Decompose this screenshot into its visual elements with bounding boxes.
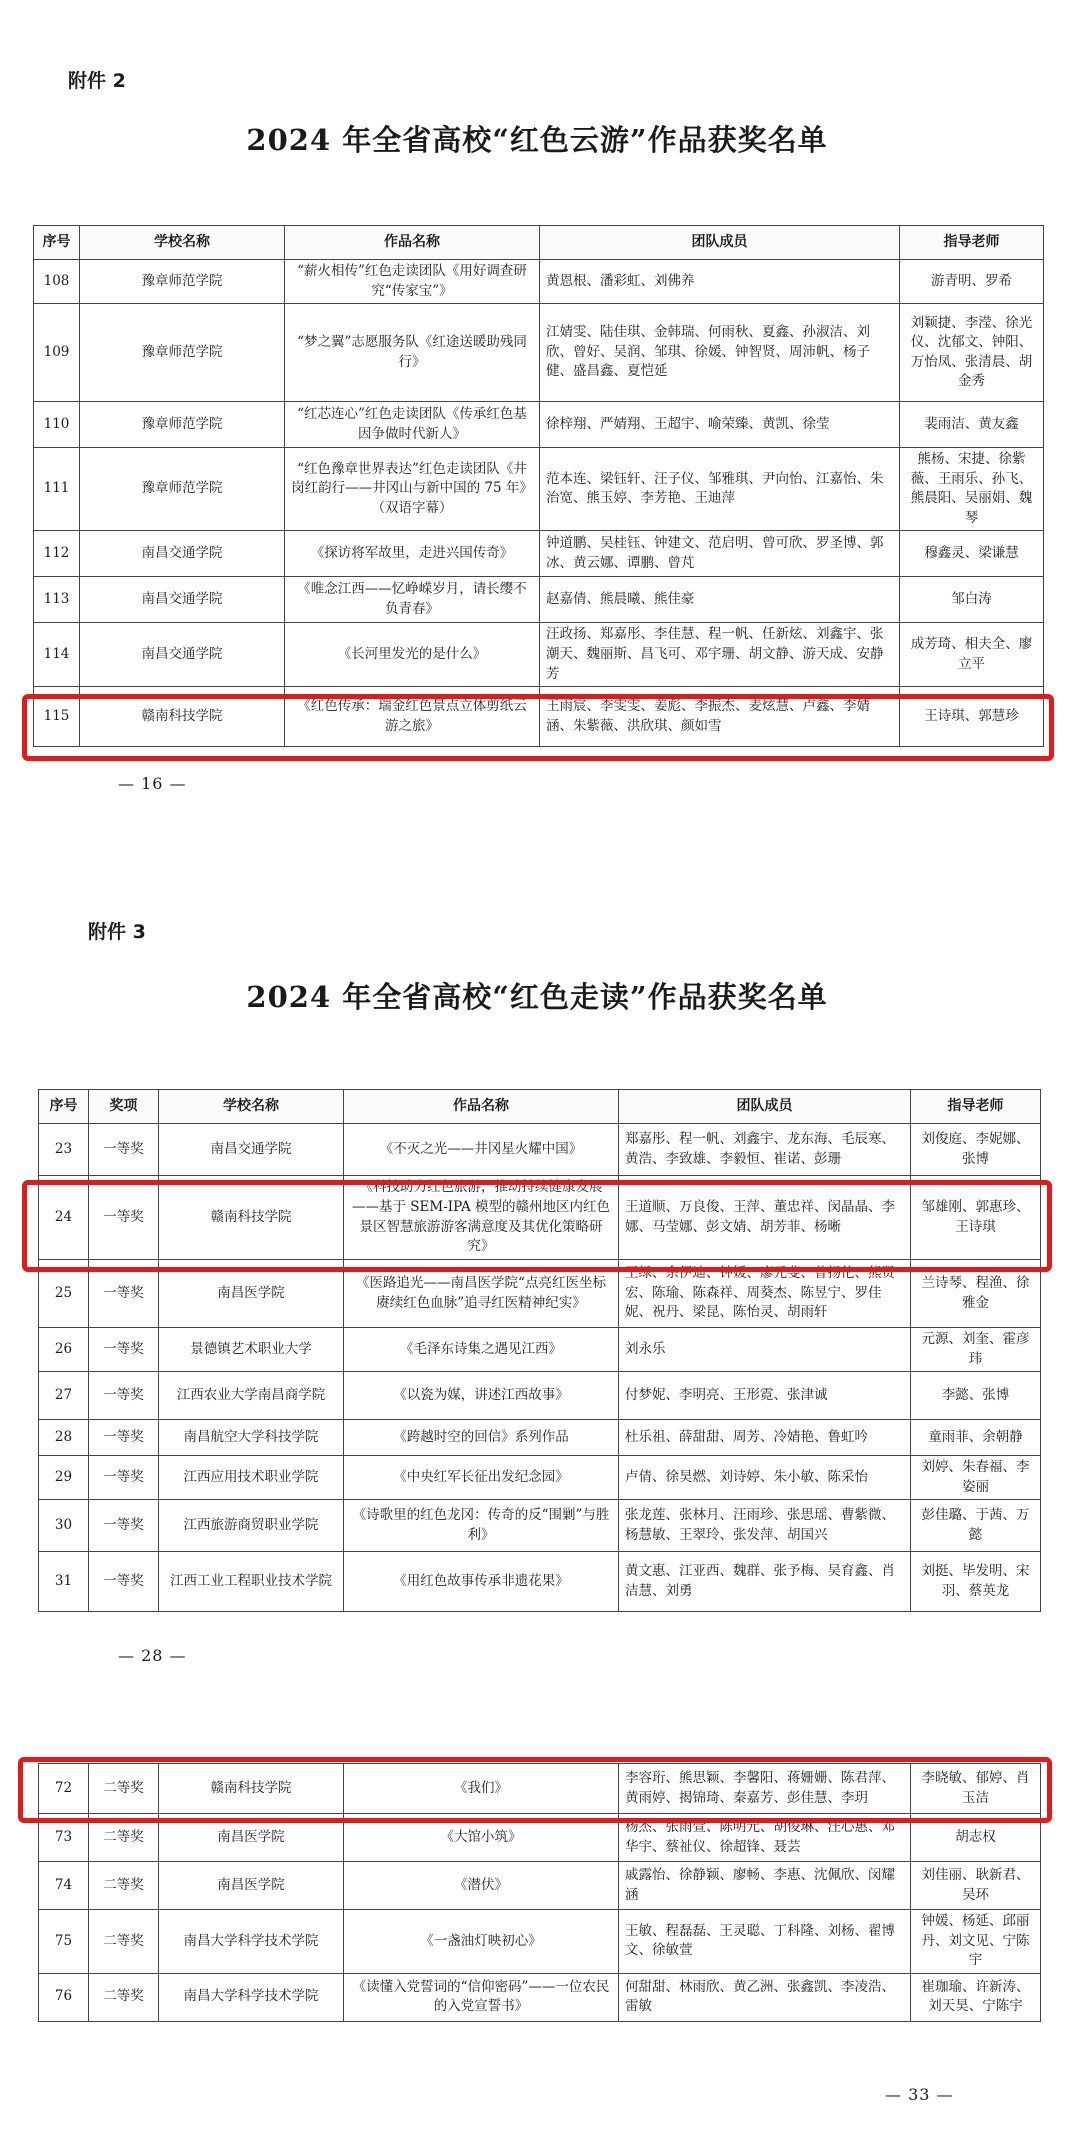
cell-members: 李容珩、熊思颖、李馨阳、蒋姗姗、陈君萍、黄雨婷、揭锦琦、秦嘉芳、彭佳慧、李玥: [619, 1764, 911, 1814]
header-members: 团队成员: [619, 1090, 911, 1124]
header-work: 作品名称: [285, 226, 540, 260]
cell-index: 25: [39, 1260, 89, 1328]
table-row: [39, 1372, 1041, 1420]
cell-work: 《医路追光——南昌医学院“点亮红医坐标 赓续红色血脉”追寻红医精神纪实》: [344, 1260, 619, 1328]
cell-work: 《用红色故事传承非遗花果》: [344, 1552, 619, 1612]
table-row: [39, 1910, 1041, 1974]
cell-work: “红芯连心”红色走读团队《传承红色基因争做时代新人》: [285, 402, 540, 448]
cell-advisors: 刘颖捷、李滢、徐光仪、沈郁文、钟阳、万怡凤、张清晨、胡金秀: [900, 304, 1044, 402]
cell-school: 南昌大学科学技术学院: [159, 1973, 344, 2021]
cell-members: 汪政扬、郑嘉彤、李佳慧、程一帆、任新炫、刘鑫宇、张潮天、魏丽斯、昌飞可、邓宇珊、胡文静、游天成、安静芳: [540, 623, 900, 687]
cell-members: 卢倩、徐昊燃、刘诗婷、朱小敏、陈采怡: [619, 1456, 911, 1500]
cell-school: 南昌医学院: [159, 1862, 344, 1910]
cell-work: 《一盏油灯映初心》: [344, 1910, 619, 1974]
cell-award: 一等奖: [89, 1456, 159, 1500]
table-row: [39, 1176, 1041, 1260]
cell-index: 75: [39, 1910, 89, 1974]
cell-school: 赣南科技学院: [80, 687, 285, 747]
cell-index: 113: [34, 577, 80, 623]
page-title-red-walk-read: 2024 年全省高校“红色走读”作品获奖名单: [246, 980, 828, 1014]
header-work: 作品名称: [344, 1090, 619, 1124]
cell-award: 一等奖: [89, 1420, 159, 1456]
attachment-label-3: 附件 3: [88, 921, 146, 943]
cell-work: 《中央红军长征出发纪念园》: [344, 1456, 619, 1500]
cell-work: 《读懂入党誓词的“信仰密码”——一位农民的入党宣誓书》: [344, 1973, 619, 2021]
table-header-row: [39, 1090, 1041, 1124]
cell-award: 一等奖: [89, 1372, 159, 1420]
cell-advisors: 崔珈瑜、许新涛、刘天昊、宁陈宇: [911, 1973, 1041, 2021]
awards-table-red-walk-read: [38, 1089, 1041, 1612]
cell-school: 南昌交通学院: [80, 531, 285, 577]
cell-members: 王敏、程磊磊、王灵聪、丁科隆、刘杨、翟博文、徐敏萱: [619, 1910, 911, 1974]
cell-advisors: 元源、刘奎、霍彦玮: [911, 1328, 1041, 1372]
cell-school: 豫章师范学院: [80, 402, 285, 448]
table-row: [39, 1973, 1041, 2021]
cell-index: 108: [34, 260, 80, 304]
cell-members: 何甜甜、林雨欣、黄乙洲、张鑫凯、李凌浩、雷敏: [619, 1973, 911, 2021]
header-index: 序号: [34, 226, 80, 260]
table-header-row: [34, 226, 1044, 260]
cell-school: 南昌航空大学科技学院: [159, 1420, 344, 1456]
cell-advisors: 彭佳璐、于茜、万懿: [911, 1500, 1041, 1552]
header-index: 序号: [39, 1090, 89, 1124]
cell-advisors: 钟媛、杨延、邱丽丹、刘文见、宁陈宇: [911, 1910, 1041, 1974]
cell-advisors: 童雨菲、余朝静: [911, 1420, 1041, 1456]
table-row: [39, 1420, 1041, 1456]
cell-advisors: 王诗琪、郭慧珍: [900, 687, 1044, 747]
cell-school: 江西旅游商贸职业学院: [159, 1500, 344, 1552]
cell-index: 30: [39, 1500, 89, 1552]
cell-index: 76: [39, 1973, 89, 2021]
page-title-red-cloud-tour: 2024 年全省高校“红色云游”作品获奖名单: [246, 123, 828, 157]
cell-advisors: 熊杨、宋捷、徐紫薇、王雨乐、孙飞、熊晨阳、吴丽娟、魏琴: [900, 448, 1044, 531]
cell-members: 黄恩根、潘彩虹、刘佛养: [540, 260, 900, 304]
header-advisors: 指导老师: [911, 1090, 1041, 1124]
cell-advisors: 刘佳丽、耿新君、吴环: [911, 1862, 1041, 1910]
cell-work: 《跨越时空的回信》系列作品: [344, 1420, 619, 1456]
table-row: [39, 1328, 1041, 1372]
cell-award: 一等奖: [89, 1328, 159, 1372]
table-row: [34, 402, 1044, 448]
table-row: [39, 1124, 1041, 1176]
cell-work: 《探访将军故里，走进兴国传奇》: [285, 531, 540, 577]
cell-index: 29: [39, 1456, 89, 1500]
cell-award: 二等奖: [89, 1862, 159, 1910]
cell-award: 二等奖: [89, 1973, 159, 2021]
cell-members: 王雨宸、李雯雯、姜彪、李振杰、麦炫慧、卢鑫、李婧涵、朱紫薇、洪欣琪、颜如雪: [540, 687, 900, 747]
cell-award: 一等奖: [89, 1124, 159, 1176]
cell-index: 110: [34, 402, 80, 448]
cell-work: “薪火相传”红色走读团队《用好调查研究“传家宝”》: [285, 260, 540, 304]
cell-index: 111: [34, 448, 80, 531]
table-row: [39, 1500, 1041, 1552]
cell-work: 《红色传承：瑞金红色景点立体剪纸云游之旅》: [285, 687, 540, 747]
cell-members: 范本连、梁钰轩、汪子仪、邹雅琪、尹向怡、江嘉怡、朱治宽、熊玉婷、李芳艳、王迪萍: [540, 448, 900, 531]
header-school: 学校名称: [159, 1090, 344, 1124]
cell-work: 《长河里发光的是什么》: [285, 623, 540, 687]
cell-members: 戚露怡、徐静颖、廖畅、李惠、沈佩欣、闵耀涵: [619, 1862, 911, 1910]
cell-award: 二等奖: [89, 1764, 159, 1814]
cell-work: 《大馆小筑》: [344, 1814, 619, 1862]
cell-members: 赵嘉倩、熊晨曦、熊佳豪: [540, 577, 900, 623]
cell-members: 付梦妮、李明亮、王形霓、张津诚: [619, 1372, 911, 1420]
cell-school: 南昌医学院: [159, 1260, 344, 1328]
cell-index: 114: [34, 623, 80, 687]
cell-award: 二等奖: [89, 1814, 159, 1862]
cell-advisors: 兰诗琴、程渔、徐雅金: [911, 1260, 1041, 1328]
cell-work: 《以瓷为媒，讲述江西故事》: [344, 1372, 619, 1420]
cell-school: 景德镇艺术职业大学: [159, 1328, 344, 1372]
cell-advisors: 裴雨洁、黄友鑫: [900, 402, 1044, 448]
cell-school: 江西应用技术职业学院: [159, 1456, 344, 1500]
awards-table-red-cloud-tour: [33, 225, 1044, 747]
cell-advisors: 游青明、罗希: [900, 260, 1044, 304]
cell-advisors: 成芳琦、相夫全、廖立平: [900, 623, 1044, 687]
cell-advisors: 胡志权: [911, 1814, 1041, 1862]
page-number-16: — 16 —: [118, 774, 187, 793]
cell-index: 115: [34, 687, 80, 747]
cell-advisors: 刘俊庭、李妮娜、张博: [911, 1124, 1041, 1176]
cell-work: 《科技助力红色旅游，推动持续健康发展——基于 SEM-IPA 模型的赣州地区内红色景区智慧旅游游客满意度及其优化策略研究》: [344, 1176, 619, 1260]
table-row: [34, 577, 1044, 623]
cell-index: 26: [39, 1328, 89, 1372]
cell-school: 豫章师范学院: [80, 260, 285, 304]
page-number-28: — 28 —: [118, 1646, 187, 1665]
table-row: [39, 1552, 1041, 1612]
cell-index: 23: [39, 1124, 89, 1176]
cell-advisors: 李晓敏、郁婷、肖玉洁: [911, 1764, 1041, 1814]
cell-index: 24: [39, 1176, 89, 1260]
cell-index: 28: [39, 1420, 89, 1456]
cell-members: 刘永乐: [619, 1328, 911, 1372]
cell-advisors: 刘婷、朱春福、李姿丽: [911, 1456, 1041, 1500]
cell-school: 江西工业工程职业技术学院: [159, 1552, 344, 1612]
cell-advisors: 李懿、张博: [911, 1372, 1041, 1420]
cell-school: 南昌大学科学技术学院: [159, 1910, 344, 1974]
awards-table-second-prize: [38, 1763, 1041, 2022]
cell-award: 一等奖: [89, 1176, 159, 1260]
cell-school: 江西农业大学南昌商学院: [159, 1372, 344, 1420]
cell-index: 74: [39, 1862, 89, 1910]
cell-work: 《诗歌里的红色龙冈：传奇的反“围剿”与胜利》: [344, 1500, 619, 1552]
cell-index: 73: [39, 1814, 89, 1862]
table-row: [34, 531, 1044, 577]
table-row: [39, 1260, 1041, 1328]
attachment-label-2: 附件 2: [68, 70, 126, 92]
table-row: [39, 1862, 1041, 1910]
cell-advisors: 刘挺、毕发明、宋羽、蔡英龙: [911, 1552, 1041, 1612]
table-row: [34, 304, 1044, 402]
table-row: [39, 1456, 1041, 1500]
cell-members: 黄文惠、江亚西、魏群、张予梅、吴育鑫、肖洁慧、刘勇: [619, 1552, 911, 1612]
cell-school: 南昌交通学院: [80, 623, 285, 687]
cell-advisors: 邹白涛: [900, 577, 1044, 623]
table-row: [34, 623, 1044, 687]
cell-school: 南昌交通学院: [80, 577, 285, 623]
cell-members: 杨杰、张雨萱、陈明元、胡俊琳、汪心惠、邓华宇、蔡祉仪、徐超锋、聂芸: [619, 1814, 911, 1862]
cell-members: 江婧雯、陆佳琪、金韩瑞、何雨秋、夏鑫、孙淑洁、刘欣、曾好、吴润、邹琪、徐媛、钟智贤、周沛帆、杨子健、盛昌鑫、夏恺延: [540, 304, 900, 402]
cell-members: 张龙莲、张林月、汪雨珍、张思瑶、曹紫微、杨慧敏、王翠玲、张发萍、胡国兴: [619, 1500, 911, 1552]
cell-index: 109: [34, 304, 80, 402]
cell-advisors: 邹雄刚、郭惠珍、王诗琪: [911, 1176, 1041, 1260]
cell-members: 徐梓翔、严婧翔、王超宇、喻荣臻、黄凯、徐莹: [540, 402, 900, 448]
cell-award: 二等奖: [89, 1910, 159, 1974]
cell-school: 豫章师范学院: [80, 448, 285, 531]
table-row: [34, 260, 1044, 304]
page-number-33: — 33 —: [885, 2085, 954, 2104]
table-row: [39, 1814, 1041, 1862]
cell-index: 72: [39, 1764, 89, 1814]
cell-work: 《潜伏》: [344, 1862, 619, 1910]
table-row: [34, 687, 1044, 747]
cell-school: 赣南科技学院: [159, 1764, 344, 1814]
cell-index: 31: [39, 1552, 89, 1612]
cell-school: 豫章师范学院: [80, 304, 285, 402]
cell-school: 南昌交通学院: [159, 1124, 344, 1176]
cell-school: 赣南科技学院: [159, 1176, 344, 1260]
header-school: 学校名称: [80, 226, 285, 260]
cell-work: 《我们》: [344, 1764, 619, 1814]
cell-members: 杜乐祖、薛甜甜、周芳、冷婧艳、鲁虹吟: [619, 1420, 911, 1456]
cell-award: 一等奖: [89, 1500, 159, 1552]
cell-index: 112: [34, 531, 80, 577]
cell-work: 《唯念江西——忆峥嵘岁月，请长缨不负青春》: [285, 577, 540, 623]
cell-work: “红色豫章世界表达”红色走读团队《井岗红韵行——井冈山与新中国的 75 年》（双语字幕）: [285, 448, 540, 531]
cell-work: “梦之翼”志愿服务队《红途送暖助残同行》: [285, 304, 540, 402]
table-row: [34, 448, 1044, 531]
cell-award: 一等奖: [89, 1260, 159, 1328]
cell-members: 王道顺、万良俊、王萍、董忠祥、闵晶晶、李娜、马莹娜、彭文婧、胡芳菲、杨晰: [619, 1176, 911, 1260]
cell-members: 钟道鹏、吴桂钰、钟建文、范启明、曾可欣、罗圣博、郭冰、黄云娜、谭鹏、曾芃: [540, 531, 900, 577]
cell-work: 《毛泽东诗集之遇见江西》: [344, 1328, 619, 1372]
table-row: [39, 1764, 1041, 1814]
header-award: 奖项: [89, 1090, 159, 1124]
header-members: 团队成员: [540, 226, 900, 260]
cell-school: 南昌医学院: [159, 1814, 344, 1862]
cell-award: 一等奖: [89, 1552, 159, 1612]
cell-advisors: 穆鑫灵、梁谦慧: [900, 531, 1044, 577]
cell-index: 27: [39, 1372, 89, 1420]
cell-members: 郑嘉彤、程一帆、刘鑫宇、龙东海、毛辰寒、黄浩、李致雄、李毅恒、崔诺、彭珊: [619, 1124, 911, 1176]
cell-members: 王绿、余伊迪、钟媛、廖元斐、曾扬佗、熊贤宏、陈瑜、陈森祥、周葵杰、陈昱宁、罗佳妮、祝丹、梁昆、陈怡灵、胡雨轩: [619, 1260, 911, 1328]
cell-work: 《不灭之光——井冈星火耀中国》: [344, 1124, 619, 1176]
header-advisors: 指导老师: [900, 226, 1044, 260]
